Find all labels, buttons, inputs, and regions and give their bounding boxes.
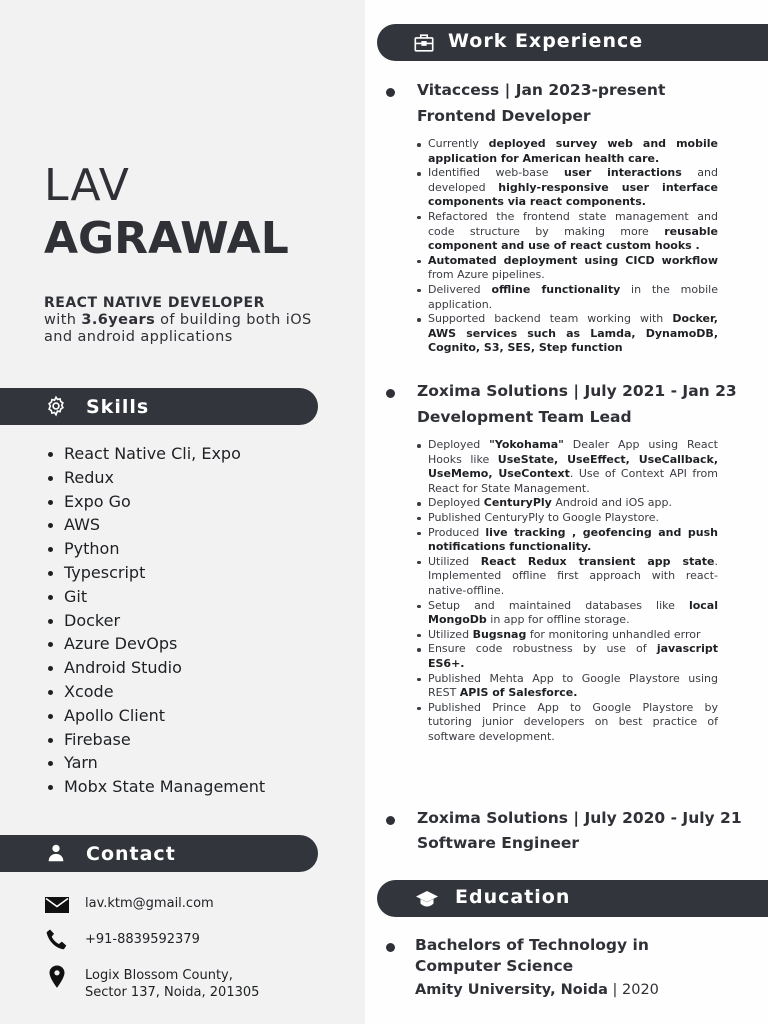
skill-item: Git [44, 585, 265, 609]
skill-item: Xcode [44, 680, 265, 704]
experience-bullet [416, 254, 718, 283]
graduation-cap-icon [414, 887, 440, 911]
summary-pre: with [44, 312, 82, 328]
address-line1: Logix Blossom County, [85, 968, 233, 983]
skill-item: React Native Cli, Expo [44, 442, 265, 466]
job-1-position: Frontend Developer [417, 107, 591, 125]
bullet-bold-text: reusable component and use of react custom hooks . [428, 224, 718, 253]
job-2-marker [386, 389, 395, 398]
experience-bullet [416, 438, 718, 496]
contact-address-row [44, 964, 260, 1000]
last-name: AGRAWAL [44, 213, 289, 264]
skill-item: Azure DevOps [44, 632, 265, 656]
job-2-company: Zoxima Solutions | July 2021 - Jan 23 [417, 382, 737, 400]
education-year: 2020 [622, 982, 659, 998]
bullet-bold-text: Docker, AWS services such as Lamda, DynamoDB, Cognito, S3, SES, Step function [428, 312, 718, 355]
bullet-bold-text: highly-responsive user interface components via react components. [428, 180, 718, 209]
bullet-text: Utilized [428, 554, 481, 568]
education-title: Education [455, 886, 571, 908]
education-institution [415, 982, 659, 998]
contact-email-row [44, 892, 214, 918]
experience-bullet [416, 312, 718, 356]
bullet-bold-text: Bugsnag [472, 627, 527, 641]
address-line2: Sector 137, Noida, 201305 [85, 985, 260, 1000]
bullet-text: Deployed [428, 438, 490, 451]
experience-bullet [416, 511, 718, 526]
location-pin-icon [44, 964, 70, 990]
bullet-bold-text: user interactions [564, 166, 682, 180]
bullet-text: Ensure code robustness by use of [428, 642, 657, 656]
phone-text[interactable]: +91-8839592379 [85, 932, 200, 947]
profile-summary [44, 312, 344, 346]
bullet-bold-text: local MongoDb [428, 598, 718, 627]
skill-item: Yarn [44, 751, 265, 775]
contact-phone-row [44, 927, 200, 953]
bullet-text: Delivered [428, 282, 492, 296]
skill-item: Apollo Client [44, 704, 265, 728]
bullet-bold-text: CenturyPly [483, 496, 552, 510]
bullet-bold-text: UseState, UseEffect, UseCallback, UseMemo, UseContext [428, 452, 719, 481]
bullet-bold-text: React Redux transient app state [480, 554, 715, 568]
summary-post: of building both iOS and android applications [44, 312, 312, 345]
bullet-text: Produced [428, 525, 486, 539]
experience-bullet [416, 283, 718, 312]
address-text [85, 967, 259, 1001]
bullet-bold-text: live tracking , geofencing and push notifications functionality. [428, 525, 719, 554]
job-3-position: Software Engineer [417, 834, 580, 852]
phone-icon [44, 927, 70, 953]
bullet-text: from Azure pipelines. [428, 268, 545, 282]
experience-bullet [416, 496, 718, 511]
bullet-text: . Implemented offline first approach with react-native-offline. [428, 554, 719, 597]
education-marker [386, 943, 395, 952]
bullet-text: Utilized [428, 627, 473, 641]
work-experience-title: Work Experience [448, 30, 644, 52]
bullet-text: Deployed [428, 496, 484, 510]
briefcase-icon [413, 32, 435, 54]
job-3-company: Zoxima Solutions | July 2020 - July 21 [417, 809, 742, 827]
experience-bullet [416, 628, 718, 643]
bullet-text: Setup and maintained databases like [428, 598, 689, 612]
skill-item: Python [44, 537, 265, 561]
bullet-text: Dealer App using React Hooks like [428, 438, 718, 466]
experience-bullet [416, 166, 718, 210]
skills-title: Skills [86, 395, 150, 418]
bullet-text: Android and iOS app. [551, 496, 672, 510]
experience-bullet [416, 599, 718, 628]
education-degree: Bachelors of Technology in Computer Science [415, 936, 649, 975]
education-separator: | [607, 982, 622, 998]
bullet-text: and developed [428, 166, 718, 194]
mail-icon [44, 892, 70, 918]
bullet-text: Published Mehta App to Google Playstore using REST [428, 671, 718, 700]
skill-item: Firebase [44, 728, 265, 752]
job-1-marker [386, 88, 395, 97]
contact-title: Contact [86, 842, 176, 865]
experience-bullet [416, 137, 718, 166]
bullet-bold-text: deployed survey web and mobile application for American health care. [428, 137, 718, 165]
first-name: LAV [44, 160, 130, 211]
role-title: REACT NATIVE DEVELOPER [44, 295, 265, 311]
experience-bullet [416, 642, 718, 671]
bullet-bold-text: Automated deployment using CICD workflow [428, 253, 718, 267]
skill-item: Mobx State Management [44, 775, 265, 799]
email-text[interactable]: lav.ktm@gmail.com [85, 896, 214, 911]
skill-item: AWS [44, 513, 265, 537]
job-1-bullets [416, 137, 718, 356]
summary-years: 3.6years [81, 312, 156, 328]
job-3-marker [386, 816, 395, 825]
bullet-bold-text: "Yokohama" [489, 438, 564, 451]
bullet-text: Currently [428, 137, 489, 150]
bullet-text: in app for offline storage. [486, 613, 630, 627]
person-icon [45, 842, 67, 864]
bullet-text: in the mobile application. [428, 282, 718, 311]
skill-item: Docker [44, 609, 265, 633]
skills-list [44, 442, 265, 799]
job-1-company: Vitaccess | Jan 2023-present [417, 81, 666, 99]
skills-header [0, 388, 318, 425]
bullet-text: Identified web-base [428, 166, 564, 180]
skill-item: Android Studio [44, 656, 265, 680]
experience-bullet [416, 555, 718, 599]
bullet-text: . Use of Context API from React for State Management. [428, 467, 718, 495]
bullet-text: Supported backend team working with [428, 312, 673, 326]
experience-bullet [416, 672, 718, 701]
skill-item: Expo Go [44, 490, 265, 514]
skill-item: Redux [44, 466, 265, 490]
experience-bullet [416, 526, 718, 555]
gear-icon [45, 395, 67, 417]
bullet-text: Published Prince App to Google Playstore by tutoring junior developers on best practice of software development. [428, 700, 718, 743]
experience-bullet [416, 701, 718, 745]
bullet-bold-text: offline functionality [491, 282, 621, 296]
job-2-position: Development Team Lead [417, 408, 632, 426]
bullet-text: for monitoring unhandled error [526, 627, 701, 641]
bullet-text: Published CenturyPly to Google Playstore. [428, 510, 659, 524]
experience-bullet [416, 210, 718, 254]
bullet-bold-text: APIS of Salesforce. [459, 686, 578, 700]
job-2-bullets [416, 438, 718, 744]
work-experience-header [377, 24, 768, 61]
education-header [377, 880, 768, 917]
bullet-text: Refactored the frontend state management and code structure by making more [428, 209, 718, 238]
education-university: Amity University, Noida [415, 982, 608, 998]
bullet-bold-text: javascript ES6+. [428, 642, 718, 670]
contact-header [0, 835, 318, 872]
skill-item: Typescript [44, 561, 265, 585]
